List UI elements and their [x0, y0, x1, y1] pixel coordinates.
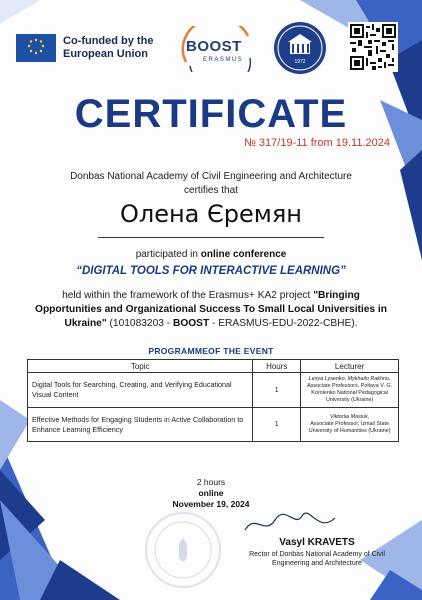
issuer-certifies: certifies that	[184, 185, 238, 196]
participated-prefix: participated in	[135, 249, 198, 260]
boost-logo-subtext: ERASMUS	[203, 57, 244, 63]
signature	[240, 508, 340, 538]
boost-logo-text: BOOST	[186, 38, 242, 55]
table-header-row	[28, 360, 399, 373]
qr-code[interactable]	[348, 22, 398, 72]
framework-code-boost: BOOST	[172, 318, 210, 329]
participation-line	[0, 249, 422, 260]
signatory-name: Vasyl KRAVETS	[279, 537, 355, 548]
name-underline	[98, 237, 324, 238]
lecturer-role: Associate Professor, Izmail State University of Humanities (Ukraine)	[308, 421, 391, 434]
issuer-name: Donbas National Academy of Civil Engineering and Architecture	[70, 171, 352, 182]
header-lecturer: Lecturer	[301, 360, 399, 373]
row-topic: Effective Methods for Engaging Students in Active Collaboration to Enhance Learning Efficiency	[28, 408, 253, 442]
eu-flag-logo	[16, 34, 56, 62]
event-hours: 2 hours	[196, 477, 226, 487]
eu-cofunded-text: Co-funded by the European Union	[63, 35, 154, 60]
framework-prefix: held within the framework of the Erasmus+ KA2 project	[62, 290, 311, 301]
event-summary	[150, 477, 272, 510]
programme-table	[27, 359, 399, 442]
signatory-role: Rector of Donbas National Academy of Civil Engineering and Architecture	[249, 551, 385, 567]
row-hours: 1	[253, 373, 301, 408]
programme-title: PROGRAMMEOF THE EVENT	[148, 346, 274, 356]
event-title: “DIGITAL TOOLS FOR INTERACTIVE LEARNING”	[76, 265, 346, 277]
seal-year: 1972	[294, 59, 306, 65]
lecturer-role: Associate Professors, Poltava V. G. Korolenko National Pedagogical University (Ukraine)	[307, 383, 393, 403]
certificate-number: № 317/19-11 from 19.11.2024	[244, 137, 390, 149]
academy-seal-logo	[274, 22, 326, 74]
row-topic: Digital Tools for Searching, Creating, and Verifying Educational Visual Content	[28, 373, 253, 408]
lecturer-names: Viktoriia Masiuk,	[330, 414, 370, 420]
recipient-name: Олена Єремян	[119, 200, 302, 228]
event-mode: online	[198, 488, 224, 498]
framework-project-name: "Bringing Opportunities and Organizational Success To Small Local Universities in Ukraine"	[35, 290, 387, 329]
official-stamp	[145, 512, 221, 588]
lecturer-names: Lesya Lysenko, Mykhailo Rakhno,	[308, 376, 391, 382]
row-lecturer	[301, 373, 399, 408]
project-framework-text	[30, 289, 392, 331]
row-lecturer	[301, 408, 399, 442]
framework-code-prefix: (101083203 -	[109, 318, 173, 329]
row-hours: 1	[253, 408, 301, 442]
table-row	[28, 408, 399, 442]
framework-code-suffix: - ERASMUS-EDU-2022-CBHE).	[209, 318, 358, 329]
header-hours: Hours	[253, 360, 301, 373]
header-topic: Topic	[28, 360, 253, 373]
issuer-statement	[0, 170, 422, 198]
event-date: November 19, 2024	[172, 499, 250, 509]
participated-mode: online conference	[200, 249, 287, 260]
table-row	[28, 373, 399, 408]
certificate-title: CERTIFICATE	[74, 92, 348, 136]
